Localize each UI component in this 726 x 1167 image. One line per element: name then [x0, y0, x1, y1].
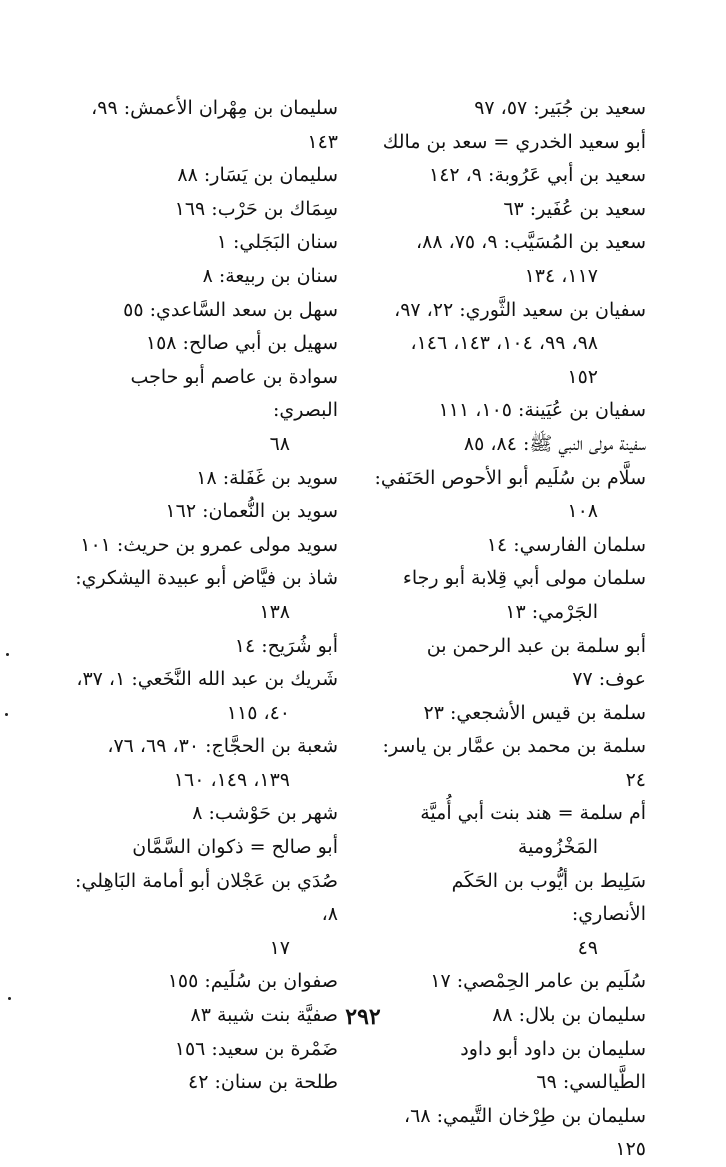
index-entry	[374, 797, 646, 864]
scan-speck	[5, 713, 8, 716]
index-entry	[70, 495, 338, 529]
entry-continuation: ١١٧، ١٣٤	[524, 264, 598, 287]
entry-line: أم سلمة = هند بنت أبي أُميَّة	[420, 802, 646, 825]
entry-line: سليمان بن يَسَار: ٨٨	[177, 164, 338, 187]
entry-line: سنان بن ربيعة: ٨	[202, 264, 338, 287]
entry-line: سُلَيم بن عامر الحِمْصي: ١٧	[430, 970, 646, 993]
index-entry	[70, 865, 338, 966]
entry-continuation: ٤٩	[577, 936, 598, 959]
entry-continuation: الجَرْمي: ١٣	[505, 600, 598, 623]
entry-line: سعيد بن عُفَير: ٦٣	[503, 197, 646, 220]
index-entry	[70, 327, 338, 361]
index-entry	[374, 394, 646, 428]
index-entry	[374, 1033, 646, 1100]
index-entry	[374, 529, 646, 563]
entry-line: سويد بن النُّعمان: ١٦٢	[165, 500, 338, 523]
index-entry	[70, 1033, 338, 1067]
entry-line: سلمان الفارسي: ١٤	[486, 533, 646, 556]
index-entry	[70, 562, 338, 629]
page-number: ٢٩٢	[345, 1004, 381, 1030]
entry-line: سعيد بن جُبَير: ٥٧، ٩٧	[474, 97, 646, 119]
index-entry	[70, 92, 338, 159]
index-entry	[374, 562, 646, 629]
index-entry	[70, 630, 338, 664]
entry-continuation: ٦٨	[269, 432, 290, 455]
entry-line: سويد بن غَفَلة: ١٨	[196, 466, 338, 489]
index-entry	[70, 797, 338, 831]
entry-continuation: ١٥٢	[567, 365, 598, 388]
entry-line: سنان البَجَلي: ١	[216, 231, 338, 254]
index-entry	[374, 226, 646, 293]
entry-line: سوادة بن عاصم أبو حاجب البصري:	[130, 365, 338, 422]
index-entry	[374, 193, 646, 227]
entry-line: سهيل بن أبي صالح: ١٥٨	[145, 332, 338, 355]
entry-line: سلَّام بن سُلَيم أبو الأحوص الحَنَفي:	[374, 466, 646, 489]
entry-line: سلمة بن قيس الأشجعي: ٢٣	[423, 701, 646, 724]
index-entry	[374, 965, 646, 999]
entry-line: سعيد بن المُسَيَّب: ٩، ٧٥، ٨٨،	[415, 231, 646, 254]
entry-line: شاذ بن فيَّاض أبو عبيدة اليشكري:	[75, 567, 338, 590]
index-entry	[374, 294, 646, 395]
index-entry	[70, 193, 338, 227]
entry-line: سِمَاك بن حَرْب: ١٦٩	[174, 197, 338, 220]
entry-line: سليمان بن داود أبو داود الطَّيالسي: ٦٩	[460, 1037, 646, 1094]
index-entry	[70, 159, 338, 193]
index-entry	[374, 92, 646, 126]
entry-continuation: ١٠٨	[567, 500, 598, 523]
entry-line: سليمان بن بلال: ٨٨	[492, 1004, 646, 1027]
index-entry	[70, 529, 338, 563]
entry-continuation: ١٧	[269, 936, 290, 959]
entry-line: ضَمْرة بن سعيد: ١٥٦	[174, 1037, 338, 1060]
index-entry	[374, 462, 646, 529]
index-entry	[374, 865, 646, 966]
entry-line: سفينة مولى النبي ﷺ: ٨٤، ٨٥	[463, 432, 646, 455]
entry-line: سلمة بن محمد بن عمَّار بن ياسر: ٢٤	[382, 735, 646, 791]
entry-line: أبو شُرَيح: ١٤	[234, 634, 338, 657]
entry-continuation: ٤٠، ١١٥	[226, 701, 290, 724]
index-entry	[70, 965, 338, 999]
index-entry	[374, 630, 646, 697]
entry-continuation: ١٣٨	[259, 600, 290, 623]
entry-line: أبو صالح = ذكوان السَّمَّان	[132, 836, 338, 859]
scan-speck	[6, 653, 9, 656]
entry-continuation: ١٣٩، ١٤٩، ١٦٠	[173, 768, 290, 791]
entry-line: سَلِيط بن أيُّوب بن الحَكَم الأنصاري:	[451, 869, 646, 926]
index-entry	[70, 831, 338, 865]
entry-line: صفيَّة بنت شيبة ٨٣	[190, 1004, 338, 1027]
entry-continuation: ٩٨، ٩٩، ١٠٤، ١٤٣، ١٤٦،	[410, 332, 598, 355]
entry-line: أبو سلمة بن عبد الرحمن بن عوف: ٧٧	[426, 634, 646, 691]
index-entry	[70, 730, 338, 797]
index-column-left	[70, 92, 338, 1100]
entry-line: سليمان بن مِهْران الأعمش: ٩٩، ١٤٣	[91, 97, 338, 153]
index-entry	[70, 462, 338, 496]
entry-line: سهل بن سعد السَّاعدي: ٥٥	[123, 298, 338, 321]
index-entry	[70, 361, 338, 462]
index-entry	[70, 1066, 338, 1100]
index-entry	[374, 126, 646, 160]
entry-line: سليمان بن طِرْخان التَّيمي: ٦٨، ١٢٥	[404, 1104, 646, 1161]
entry-line: سعيد بن أبي عَرُوبة: ٩، ١٤٢	[429, 164, 646, 187]
index-entry	[374, 697, 646, 731]
entry-line: سويد مولى عمرو بن حريث: ١٠١	[80, 533, 338, 556]
entry-line: أبو سعيد الخدري = سعد بن مالك	[382, 130, 646, 153]
entry-line: سلمان مولى أبي قِلابة أبو رجاء	[402, 567, 646, 590]
index-entry	[70, 226, 338, 260]
entry-line: صُدَي بن عَجْلان أبو أمامة البَاهِلي: ٨،	[75, 869, 338, 926]
index-entry	[374, 730, 646, 797]
index-entry	[70, 294, 338, 328]
entry-line: سفيان بن عُيَينة: ١٠٥، ١١١	[438, 399, 646, 422]
index-entry	[70, 663, 338, 730]
entry-continuation: المَخْزُومية	[517, 836, 598, 859]
index-entry	[70, 260, 338, 294]
entry-line: شَريك بن عبد الله النَّخَعي: ١، ٣٧،	[76, 668, 338, 691]
index-entry	[374, 428, 646, 462]
entry-line: شعبة بن الحجَّاج: ٣٠، ٦٩، ٧٦،	[107, 735, 338, 758]
entry-line: شهر بن حَوْشب: ٨	[192, 802, 338, 825]
index-entry	[374, 159, 646, 193]
scan-speck	[8, 997, 11, 1000]
entry-line: صفوان بن سُلَيم: ١٥٥	[167, 970, 338, 993]
index-entry	[374, 1100, 646, 1167]
entry-line: سفيان بن سعيد الثَّوري: ٢٢، ٩٧،	[394, 298, 646, 321]
entry-line: طلحة بن سنان: ٤٢	[188, 1071, 338, 1094]
